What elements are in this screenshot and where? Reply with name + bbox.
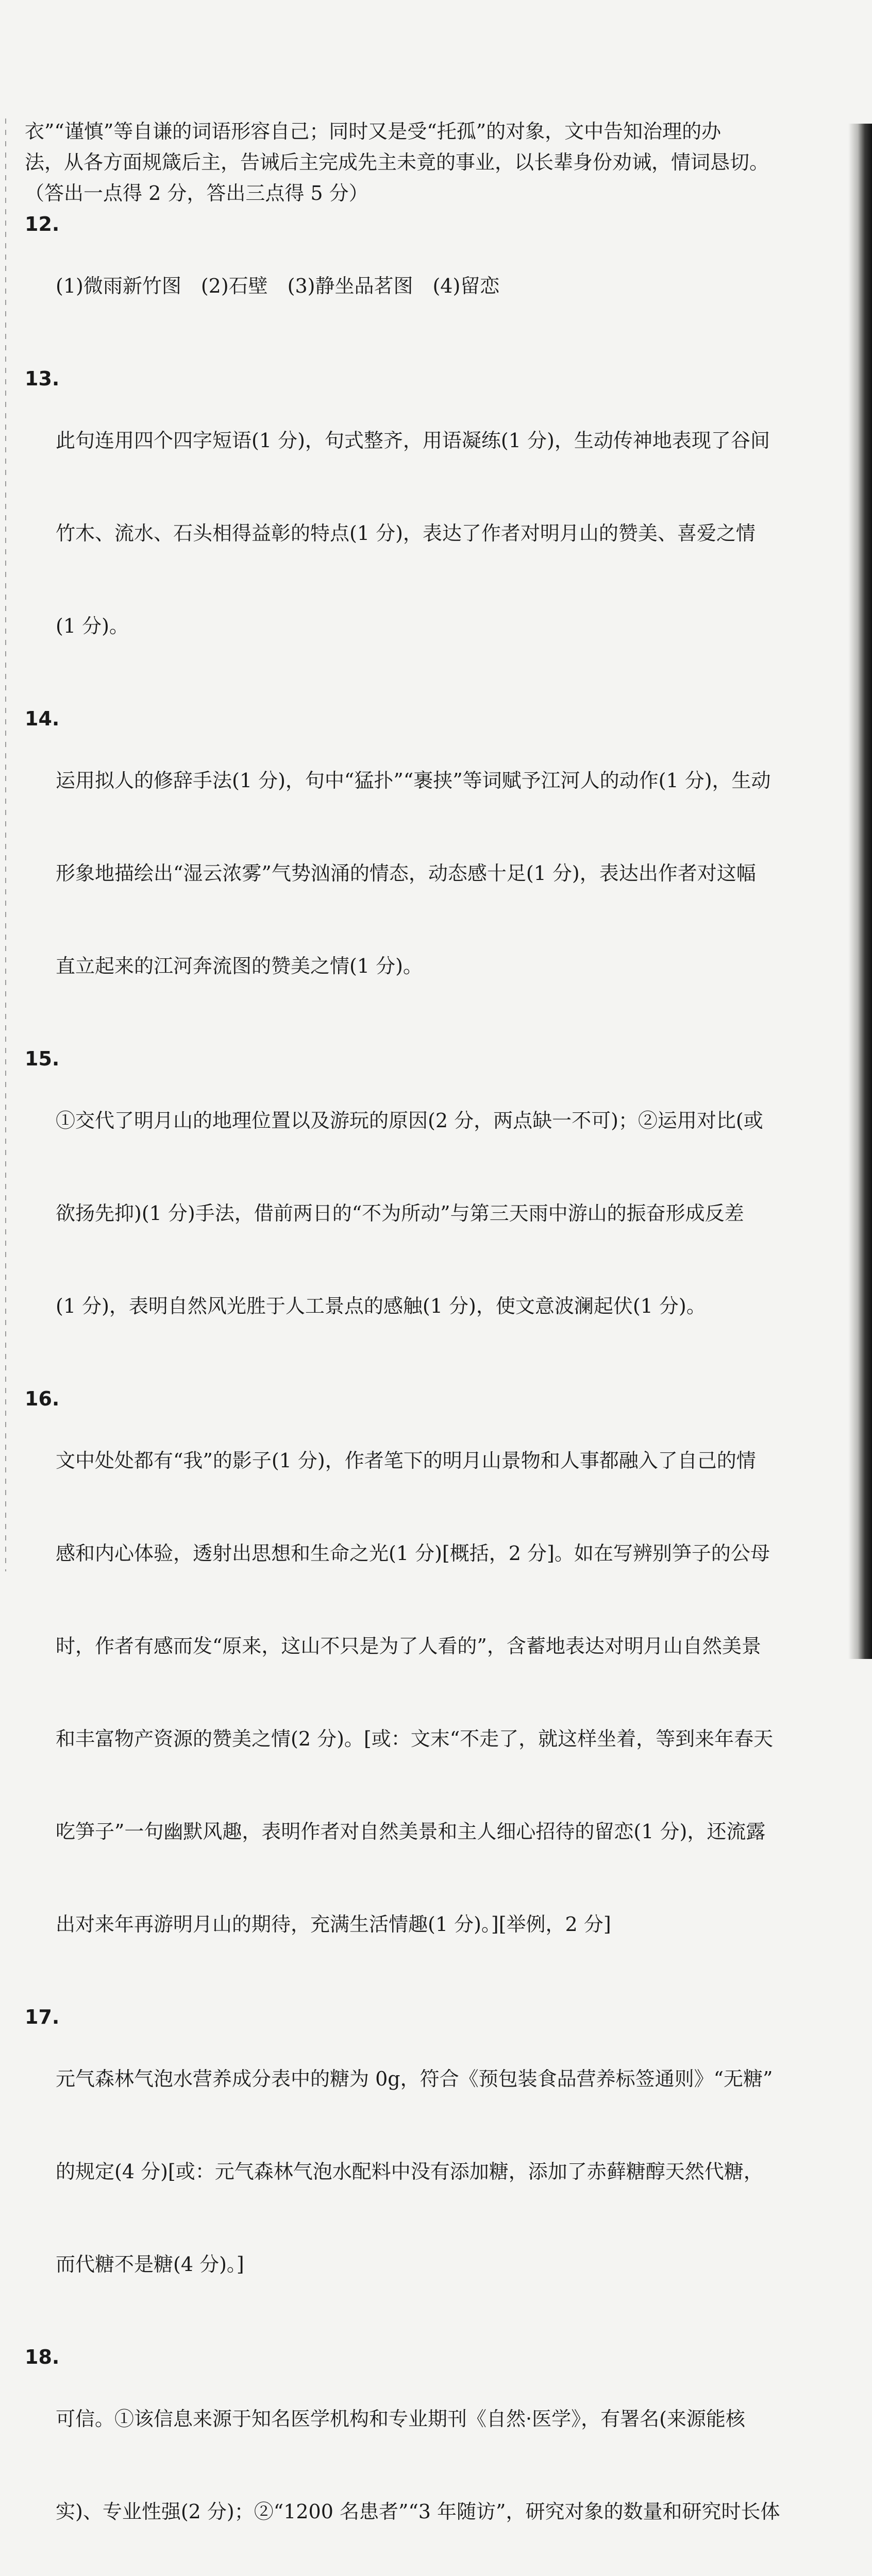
text-line: 运用拟人的修辞手法(1 分)，句中“猛扑”“裹挟”等词赋予江河人的动作(1 分)，生动 xyxy=(56,769,771,792)
text-line: 欲扬先抑)(1 分)手法，借前两日的“不为所动”与第三天雨中游山的振奋形成反差 xyxy=(56,1202,744,1225)
page-content xyxy=(25,116,829,2576)
text-line: 直立起来的江河奔流图的赞美之情(1 分)。 xyxy=(56,955,423,977)
item-number: 18. xyxy=(25,2346,60,2368)
text-line: 吃笋子”一句幽默风趣，表明作者对自然美景和主人细心招待的留恋(1 分)，还流露 xyxy=(56,1820,766,1843)
text-line: 法，从各方面规箴后主，告诫后主完成先主未竟的事业，以长辈身份劝诫，情词恳切。 xyxy=(25,151,769,174)
text-line: (1 分)，表明自然风光胜于人工景点的感触(1 分)，使文意波澜起伏(1 分)。 xyxy=(56,1295,706,1317)
text-line: 形象地描绘出“湿云浓雾”气势汹涌的情态，动态感十足(1 分)，表达出作者对这幅 xyxy=(56,862,756,885)
text-line: 此句连用四个四字短语(1 分)，句式整齐，用语凝练(1 分)，生动传神地表现了谷间 xyxy=(56,429,770,452)
text-line: 实)、专业性强(2 分)；②“1200 名患者”“3 年随访”，研究对象的数量和研究时长体 xyxy=(56,2500,780,2523)
text-line: 和丰富物产资源的赞美之情(2 分)。[或：文末“不走了，就这样坐着，等到来年春天 xyxy=(56,1727,774,1750)
item-number: 17. xyxy=(25,2006,60,2028)
text-line: (1)微雨新竹图 (2)石壁 (3)静坐品茗图 (4)留恋 xyxy=(56,275,500,297)
text-line: 衣”“谨慎”等自谦的词语形容自己；同时又是受“托孤”的对象，文中告知治理的办 xyxy=(25,120,722,143)
text-line: 元气森林气泡水营养成分表中的糖为 0g，符合《预包装食品营养标签通则》“无糖” xyxy=(56,2067,773,2090)
item-number: 13. xyxy=(25,367,60,390)
answer-item-15 xyxy=(25,1043,829,1383)
text-line: 出对来年再游明月山的期待，充满生活情趣(1 分)。][举例，2 分] xyxy=(56,1913,611,1936)
text-line: ①交代了明月山的地理位置以及游玩的原因(2 分，两点缺一不可)；②运用对比(或 xyxy=(56,1109,763,1132)
text-line: 而代糖不是糖(4 分)。] xyxy=(56,2253,244,2276)
text-line: 感和内心体验，透射出思想和生命之光(1 分)[概括，2 分]。如在写辨别笋子的公母 xyxy=(56,1542,770,1565)
text-line: 的规定(4 分)[或：元气森林气泡水配料中没有添加糖，添加了赤藓糖醇天然代糖， xyxy=(56,2160,763,2183)
text-line: （答出一点得 2 分，答出三点得 5 分） xyxy=(25,182,368,205)
intro-paragraph xyxy=(25,116,829,209)
text-line: 时，作者有感而发“原来，这山不只是为了人看的”，含蓄地表达对明月山自然美景 xyxy=(56,1635,761,1657)
answer-item-17 xyxy=(25,2002,829,2342)
answer-item-14 xyxy=(25,703,829,1043)
answer-item-12 xyxy=(25,209,829,363)
text-line: 文中处处都有“我”的影子(1 分)，作者笔下的明月山景物和人事都融入了自己的情 xyxy=(56,1449,756,1472)
binding-edge xyxy=(5,118,6,1571)
item-number: 15. xyxy=(25,1047,60,1070)
text-line: 可信。①该信息来源于知名医学机构和专业期刊《自然·医学》，有署名(来源能核 xyxy=(56,2408,745,2430)
answer-item-13 xyxy=(25,363,829,703)
page-shadow xyxy=(848,124,872,1659)
answer-item-16 xyxy=(25,1383,829,2002)
text-line: 竹木、流水、石头相得益彰的特点(1 分)，表达了作者对明月山的赞美、喜爱之情 xyxy=(56,522,756,545)
item-number: 12. xyxy=(25,213,60,235)
item-number: 16. xyxy=(25,1387,60,1410)
answer-item-18 xyxy=(25,2342,829,2576)
text-line: (1 分)。 xyxy=(56,615,129,637)
item-number: 14. xyxy=(25,707,60,730)
